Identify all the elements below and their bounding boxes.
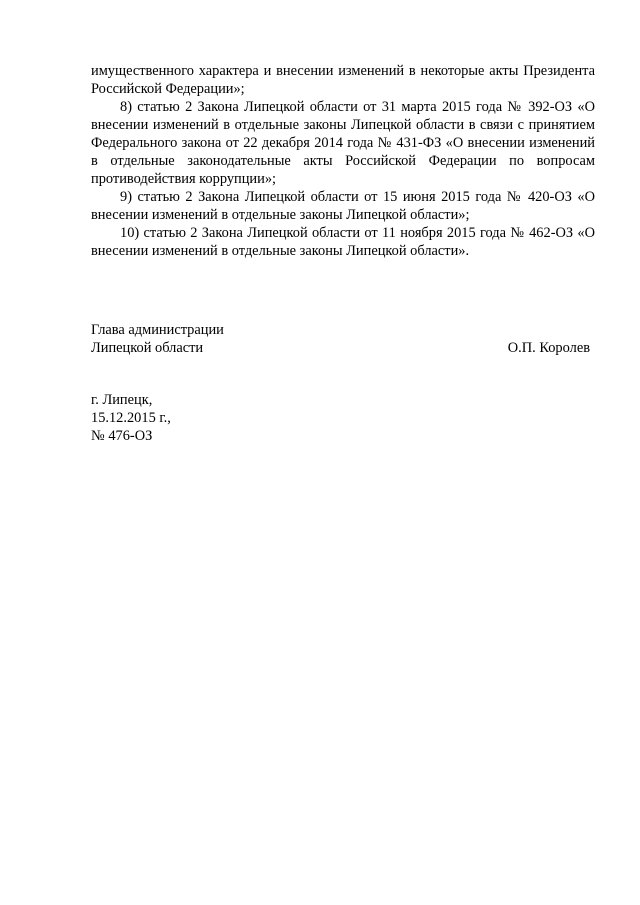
paragraph-continuation: имущественного характера и внесении изменений в некоторые акты Президента Российской Федерации»; bbox=[91, 63, 595, 97]
document-body bbox=[91, 62, 595, 260]
document-footer bbox=[91, 391, 391, 445]
signatory-title-line2: Липецкой области bbox=[91, 340, 204, 356]
footer-law-number: № 476-ОЗ bbox=[91, 428, 153, 444]
signatory-title-line1: Глава администрации bbox=[91, 322, 224, 338]
footer-city: г. Липецк, bbox=[91, 392, 153, 408]
paragraph-item-9: 9) статью 2 Закона Липецкой области от 15 июня 2015 года № 420-ОЗ «О внесении изменений в отдельные законы Липецкой области»; bbox=[91, 189, 595, 223]
signature-block bbox=[91, 321, 595, 357]
paragraph-item-8: 8) статью 2 Закона Липецкой области от 31 марта 2015 года № 392-ОЗ «О внесении изменений в отдельные законы Липецкой области в связи с принятием Федерального закона от 22 декабря 2014 года № 431-ФЗ «О внесении изменений в отдельные законодательные акты Российской Федерации по вопросам противодействия коррупции»; bbox=[91, 99, 595, 187]
signatory-name: О.П. Королев bbox=[507, 340, 590, 356]
signature-line bbox=[91, 339, 595, 357]
footer-date: 15.12.2015 г., bbox=[91, 410, 171, 426]
paragraph-item-10: 10) статью 2 Закона Липецкой области от 11 ноября 2015 года № 462-ОЗ «О внесении изменений в отдельные законы Липецкой области». bbox=[91, 225, 595, 259]
